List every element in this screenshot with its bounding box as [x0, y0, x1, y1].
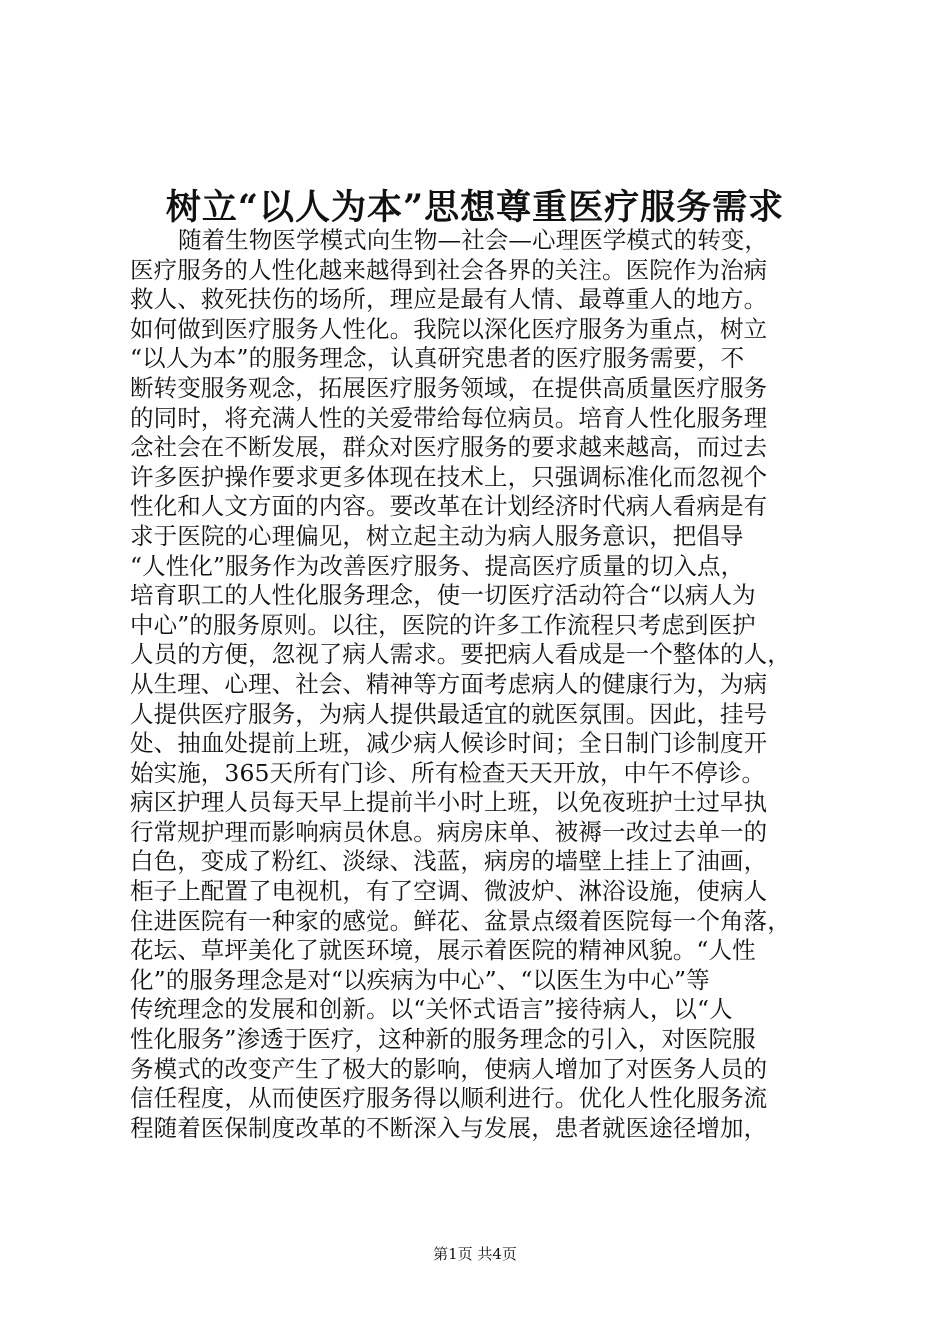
body-line: 务模式的改变产生了极大的影响，使病人增加了对医务人员的 [130, 1054, 768, 1083]
document-body [130, 226, 820, 1143]
body-line: 随着生物医学模式向生物—社会—心理医学模式的转变， [178, 226, 768, 254]
body-line: 信任程度，从而使医疗服务得以顺利进行。优化人性化服务流 [130, 1084, 768, 1113]
body-line: 处、抽血处提前上班，减少病人候诊时间；全日制门诊制度开 [130, 729, 768, 758]
body-line: 医疗服务的人性化越来越得到社会各界的关注。医院作为治病 [130, 255, 768, 284]
body-line: 人提供医疗服务，为病人提供最适宜的就医氛围。因此，挂号 [130, 699, 768, 728]
body-line: “人性化”服务作为改善医疗服务、提高医疗质量的切入点， [130, 551, 745, 580]
body-line: 的同时，将充满人性的关爱带给每位病员。培育人性化服务理 [130, 403, 768, 432]
body-line: 从生理、心理、社会、精神等方面考虑病人的健康行为，为病 [130, 669, 768, 698]
body-line: 传统理念的发展和创新。以“关怀式语言”接待病人，以“人 [130, 995, 733, 1024]
body-line: 白色，变成了粉红、淡绿、浅蓝，病房的墙壁上挂上了油画， [130, 847, 768, 876]
body-line: 行常规护理而影响病员休息。病房床单、被褥一改过去单一的 [130, 817, 768, 846]
page-number: 第1页 共4页 [433, 1245, 517, 1263]
body-line: 程随着医保制度改革的不断深入与发展，患者就医途径增加， [130, 1113, 768, 1142]
body-line: 求于医院的心理偏见，树立起主动为病人服务意识，把倡导 [130, 521, 744, 550]
body-line: 柜子上配置了电视机，有了空调、微波炉、淋浴设施，使病人 [130, 877, 768, 906]
body-line: 始实施，365天所有门诊、所有检查天天开放，中午不停诊。 [130, 758, 766, 787]
body-line: 中心”的服务原则。以往，医院的许多工作流程只考虑到医护 [130, 610, 756, 639]
body-line: 救人、救死扶伤的场所，理应是最有人情、最尊重人的地方。 [130, 285, 768, 314]
body-line: 花坛、草坪美化了就医环境，展示着医院的精神风貌。“人性 [130, 936, 756, 965]
body-line: 念社会在不断发展，群众对医疗服务的要求越来越高，而过去 [130, 433, 768, 462]
body-line: 病区护理人员每天早上提前半小时上班，以免夜班护士过早执 [130, 788, 768, 817]
body-line: “以人为本”的服务理念，认真研究患者的医疗服务需要，不 [130, 344, 745, 373]
body-line: 培育职工的人性化服务理念，使一切医疗活动符合“以病人为 [130, 581, 756, 610]
body-line: 化”的服务理念是对“以疾病为中心”、“以医生为中心”等 [130, 965, 710, 994]
body-line: 住进医院有一种家的感觉。鲜花、盆景点缀着医院每一个角落， [130, 906, 791, 935]
body-line: 断转变服务观念，拓展医疗服务领域，在提供高质量医疗服务 [130, 373, 768, 402]
document-title: 树立“以人为本”思想尊重医疗服务需求 [165, 187, 785, 228]
body-line: 许多医护操作要求更多体现在技术上，只强调标准化而忽视个 [130, 462, 768, 491]
body-line: 如何做到医疗服务人性化。我院以深化医疗服务为重点，树立 [130, 314, 768, 343]
body-line: 性化和人文方面的内容。要改革在计划经济时代病人看病是有 [130, 492, 768, 521]
body-line: 人员的方便，忽视了病人需求。要把病人看成是一个整体的人， [130, 640, 791, 669]
body-line: 性化服务”渗透于医疗，这种新的服务理念的引入，对医院服 [130, 1025, 756, 1054]
